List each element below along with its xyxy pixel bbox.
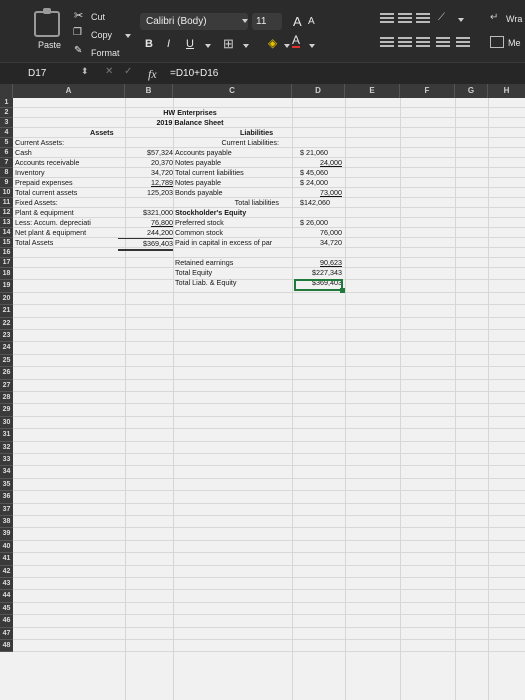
liability-value: $142,060 [300,198,330,207]
asset-label: Plant & equipment [15,208,74,217]
grid-row [13,429,525,441]
grid-row [13,188,525,198]
liability-value: $ 24,000 [300,178,328,187]
sheet-title: HW Enterprises [163,108,217,117]
merge-button[interactable]: Me [508,38,521,48]
asset-label: Total current assets [15,188,78,197]
asset-label: Accounts receivable [15,158,80,167]
liabilities-header: Liabilities [240,128,274,137]
liability-label: Total Equity [175,268,213,277]
liability-label: Total Liab. & Equity [175,278,237,287]
formula-bar [0,62,525,84]
wrap-text-button[interactable]: Wra [506,14,523,24]
liability-label: Total liabilities [234,198,279,207]
liability-value: $ 21,060 [300,148,328,157]
font-size-value: 11 [256,16,267,27]
row-header[interactable]: 32 [0,442,13,454]
liability-value: 34,720 [320,238,342,247]
font-color-dropdown-icon[interactable] [306,40,315,50]
row-header[interactable]: 47 [0,628,13,640]
row-header[interactable]: 16 [0,248,13,258]
align-middle-icon[interactable] [398,13,412,23]
row-header[interactable]: 38 [0,516,13,528]
grid-row [13,466,525,478]
row-header[interactable]: 45 [0,603,13,615]
row-header[interactable]: 6 [0,148,13,158]
asset-total-value: $369,403 [118,238,173,251]
row-header[interactable]: 2 [0,108,13,118]
asset-value: 76,800 [151,218,173,227]
paste-icon[interactable] [34,11,60,37]
grid-row [13,248,525,258]
grid-row [13,590,525,602]
liability-label: Accounts payable [175,148,232,157]
row-header[interactable]: 35 [0,479,13,491]
row-header[interactable]: 19 [0,280,13,292]
formula-input[interactable]: =D10+D16 [170,68,219,79]
copy-button[interactable]: Copy [91,30,113,40]
row-header[interactable]: 1 [0,98,13,108]
row-header[interactable]: 24 [0,342,13,354]
asset-label: Total Assets [15,238,54,247]
row-header[interactable]: 40 [0,541,13,553]
grid-row [13,258,525,268]
row-header[interactable]: 36 [0,491,13,503]
row-header[interactable]: 48 [0,640,13,652]
liability-value: $ 45,060 [300,168,328,177]
align-bottom-icon[interactable] [416,13,430,23]
row-header[interactable]: 39 [0,528,13,540]
liability-label: Notes payable [175,158,221,167]
column-header[interactable]: C [173,84,292,98]
asset-value: 20,370 [151,158,173,167]
align-right-icon[interactable] [416,37,430,47]
liability-value: $ 26,000 [300,218,328,227]
grid-row [13,417,525,429]
column-header[interactable]: A [13,84,125,98]
liability-value: 24,000 [320,158,342,167]
column-header[interactable]: F [400,84,455,98]
row-header[interactable]: 23 [0,330,13,342]
cancel-icon[interactable]: ✕ [105,66,114,77]
column-header[interactable]: B [125,84,173,98]
row-header[interactable]: 31 [0,429,13,441]
asset-label: Less: Accum. depreciati [15,218,91,227]
row-header[interactable]: 29 [0,404,13,416]
column-header[interactable]: H [503,86,510,95]
grid-row [13,442,525,454]
grid-row [13,516,525,528]
asset-value: $321,000 [143,208,173,217]
asset-label: Fixed Assets: [15,198,58,207]
row-header[interactable]: 43 [0,578,13,590]
grid-row [13,491,525,503]
orientation-icon[interactable]: ⟋ [438,12,445,23]
grid-row [13,578,525,590]
row-header[interactable]: 15 [0,238,13,248]
row-header[interactable]: 3 [0,118,13,128]
row-header[interactable]: 21 [0,305,13,317]
row-header[interactable]: 12 [0,208,13,218]
grid-row [13,504,525,516]
grid-row [13,268,525,280]
liability-value: 76,000 [320,228,342,237]
liability-total-value: $369,403 [312,278,342,287]
align-center-icon[interactable] [398,37,412,47]
row-header[interactable]: 44 [0,590,13,602]
grid-row [13,541,525,553]
grid-row [13,380,525,392]
enter-check-icon[interactable]: ✓ [124,66,133,77]
row-header[interactable]: 14 [0,228,13,238]
grid-row [13,305,525,317]
increase-indent-icon[interactable] [456,37,470,47]
font-color-icon[interactable]: A [292,33,301,47]
fill-color-icon[interactable]: ◈ [268,36,278,50]
column-header[interactable]: G [455,84,488,98]
row-header[interactable]: 42 [0,566,13,578]
column-header[interactable]: D [292,84,345,98]
row-header[interactable]: 8 [0,168,13,178]
asset-label: Net plant & equipment [15,228,87,237]
row-header[interactable]: 25 [0,355,13,367]
font-name-value: Calibri (Body) [146,16,207,27]
row-header[interactable]: 4 [0,128,13,138]
grid-row [13,355,525,367]
liability-label: Common stock [175,228,223,237]
grid-row [13,553,525,565]
asset-value: $57,324 [147,148,173,157]
row-header[interactable]: 22 [0,318,13,330]
row-header[interactable]: 18 [0,268,13,280]
fill-color-dropdown-icon[interactable] [281,40,290,50]
worksheet-grid[interactable] [0,98,525,700]
font-name-select[interactable] [140,13,248,30]
asset-value: 125,203 [147,188,173,197]
select-all-corner[interactable] [0,84,13,98]
ribbon [0,0,525,62]
liability-label: Current Liabilities: [221,138,279,147]
grow-font-button[interactable]: A [293,14,302,29]
grid-row [13,178,525,188]
orientation-dropdown-icon[interactable] [455,14,464,24]
row-header[interactable]: 20 [0,293,13,305]
wrap-text-icon[interactable]: ↵ [490,12,499,23]
align-left-icon[interactable] [380,37,394,47]
font-size-select[interactable] [252,13,282,30]
grid-row [13,228,525,238]
format-painter-button[interactable]: Format [91,48,120,58]
row-header[interactable]: 5 [0,138,13,148]
liability-label: Bonds payable [175,188,223,197]
liability-label: Notes payable [175,178,221,187]
liability-value: 90,623 [320,258,342,267]
row-header[interactable]: 27 [0,380,13,392]
grid-row [13,108,525,118]
selected-cell[interactable] [294,279,343,291]
borders-dropdown-icon[interactable] [240,40,249,50]
copy-icon: ❐ [73,27,82,38]
row-header[interactable]: 33 [0,454,13,466]
row-header[interactable]: 17 [0,258,13,268]
row-header[interactable]: 34 [0,466,13,478]
liability-label: Retained earnings [175,258,234,267]
grid-row [13,566,525,578]
row-header[interactable]: 30 [0,417,13,429]
assets-header: Assets [90,128,114,137]
align-top-icon[interactable] [380,13,394,23]
asset-label: Current Assets: [15,138,65,147]
liability-label: Total current liabilities [175,168,244,177]
grid-row [13,615,525,627]
column-header[interactable]: E [345,84,400,98]
italic-button[interactable]: I [167,38,171,50]
sheet-subtitle: 2019 Balance Sheet [156,118,224,127]
grid-row [13,628,525,640]
decrease-indent-icon[interactable] [436,37,450,47]
grid-row [13,367,525,379]
row-header[interactable]: 46 [0,615,13,627]
cut-button[interactable]: Cut [91,12,106,22]
asset-value: 244,200 [147,228,173,237]
grid-row [13,118,525,128]
name-box-spinner-icon[interactable]: ⬍ [81,66,89,76]
row-header[interactable]: 11 [0,198,13,208]
row-header[interactable]: 9 [0,178,13,188]
grid-row [13,528,525,540]
paste-button[interactable]: Paste [38,40,62,50]
grid-row [13,392,525,404]
grid-row [13,404,525,416]
row-header[interactable]: 7 [0,158,13,168]
grid-row [13,454,525,466]
asset-label: Cash [15,148,32,157]
grid-row [13,342,525,354]
asset-value: 12,789 [151,178,173,187]
row-header[interactable]: 26 [0,367,13,379]
grid-row [13,208,525,218]
row-header[interactable]: 10 [0,188,13,198]
bold-button[interactable]: B [145,38,153,50]
equity-header: Stockholder's Equity [175,208,247,217]
grid-row [13,98,525,108]
merge-icon[interactable] [490,36,504,48]
liability-value: 73,000 [320,188,342,197]
grid-row [13,640,525,652]
underline-button[interactable]: U [186,38,194,50]
font-name-dropdown-icon[interactable] [239,15,248,25]
liability-value: $227,343 [312,268,342,277]
asset-label: Prepaid expenses [15,178,73,187]
grid-row [13,168,525,178]
asset-label: Inventory [15,168,45,177]
grid-row [13,603,525,615]
liability-label: Preferred stock [175,218,224,227]
row-header[interactable]: 13 [0,218,13,228]
borders-icon[interactable]: ⊞ [223,36,234,51]
shrink-font-button[interactable]: A [308,16,315,27]
row-header[interactable]: 28 [0,392,13,404]
name-box[interactable]: D17 [28,68,47,79]
underline-dropdown-icon[interactable] [202,40,211,50]
insert-function-icon[interactable]: fx [148,67,157,81]
scissors-icon: ✂ [74,10,84,22]
format-painter-icon: ✎ [74,45,83,56]
asset-value: 34,720 [151,168,173,177]
row-header[interactable]: 41 [0,553,13,565]
liability-label: Paid in capital in excess of par [175,238,273,247]
row-header[interactable]: 37 [0,504,13,516]
grid-row [13,158,525,168]
grid-row [13,330,525,342]
grid-row [13,280,525,292]
grid-row [13,318,525,330]
column-header-bar [0,84,525,98]
grid-row [13,293,525,305]
copy-dropdown-icon[interactable] [122,30,131,40]
grid-row [13,148,525,158]
grid-row [13,479,525,491]
